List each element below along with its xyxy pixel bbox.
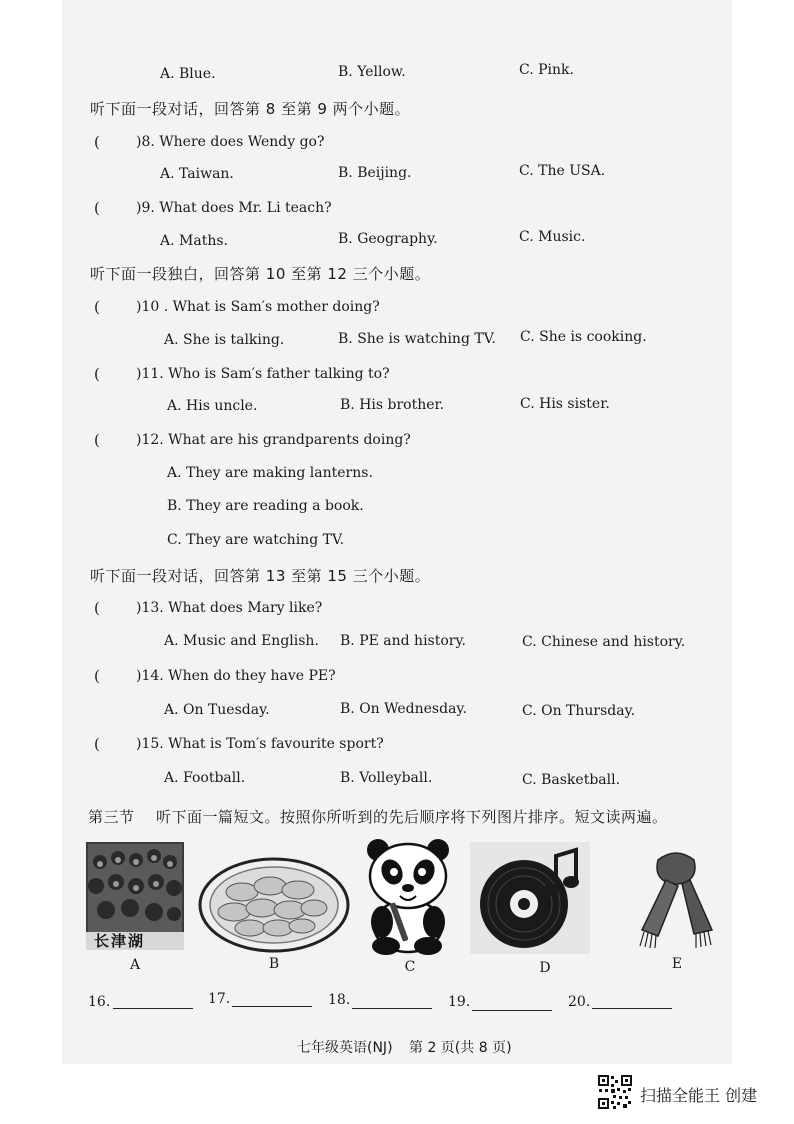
q8-answer-paren: ( [94,133,100,151]
q11-option-c: C. His sister. [520,396,610,412]
q9-answer-paren: ( [94,199,100,217]
q8-stem: )8. Where does Wendy go? [136,134,325,150]
q10-option-a: A. She is talking. [164,332,285,348]
q15-option-c: C. Basketball. [522,772,621,788]
q14-stem: )14. When do they have PE? [136,668,336,684]
footer-page-number: 第 2 页(共 8 页) [409,1040,512,1056]
blank-17-line[interactable] [232,1006,312,1007]
q10-stem: )10 . What is Sam′s mother doing? [136,299,380,315]
blank-20-line[interactable] [592,1008,672,1009]
q14-answer-paren: ( [94,667,100,685]
q11-answer-paren: ( [94,365,100,383]
film-poster-title: 长津湖 [94,932,146,950]
q9-stem: )9. What does Mr. Li teach? [136,200,332,216]
q8-option-b: B. Beijing. [338,165,412,181]
section-heading-13-15: 听下面一段对话，回答第 13 至第 15 三个小题。 [90,567,431,585]
blank-19-line[interactable] [472,1010,552,1011]
q11-option-b: B. His brother. [340,397,445,413]
q14-option-b: B. On Wednesday. [340,701,467,717]
scanner-watermark-text: 扫描全能王 创建 [640,1086,758,1105]
q8-option-a: A. Taiwan. [160,166,234,182]
blank-17-number: 17. [208,991,231,1007]
section-heading-8-9: 听下面一段对话，回答第 8 至第 9 两个小题。 [90,100,411,118]
qr-code-icon [597,1074,633,1110]
q15-option-a: A. Football. [164,770,246,786]
blank-18-line[interactable] [352,1008,432,1009]
q12-option-c: C. They are watching TV. [167,532,345,548]
q13-stem: )13. What does Mary like? [136,600,323,616]
blank-18-number: 18. [328,992,351,1008]
q13-option-a: A. Music and English. [164,633,319,649]
q12-option-a: A. They are making lanterns. [167,465,373,481]
q9-option-a: A. Maths. [160,233,228,249]
picture-label-a: A [129,957,141,973]
q10-answer-paren: ( [94,298,100,316]
q11-option-a: A. His uncle. [167,398,258,414]
section-heading-10-12: 听下面一段独白，回答第 10 至第 12 三个小题。 [90,265,431,283]
q13-option-c: C. Chinese and history. [522,634,686,650]
scarf-icon [628,846,724,950]
q14-option-a: A. On Tuesday. [164,702,270,718]
q9-option-b: B. Geography. [338,231,438,247]
music-record-icon [470,842,590,954]
picture-label-c: C [404,959,416,975]
footer-subject: 七年级英语(NJ) [297,1040,393,1056]
q10-option-c: C. She is cooking. [520,329,647,345]
q13-answer-paren: ( [94,599,100,617]
q15-option-b: B. Volleyball. [340,770,433,786]
q7-option-a: A. Blue. [160,66,216,82]
picture-label-d: D [539,960,551,976]
dumplings-icon [198,856,350,954]
q15-stem: )15. What is Tom′s favourite sport? [136,736,384,752]
picture-label-e: E [671,956,683,972]
q15-answer-paren: ( [94,735,100,753]
q9-option-c: C. Music. [519,229,586,245]
blank-19-number: 19. [448,994,471,1010]
panda-icon [350,838,460,956]
q7-option-b: B. Yellow. [338,64,406,80]
blank-16-line[interactable] [113,1008,193,1009]
blank-20-number: 20. [568,994,591,1010]
section-3-title: 第三节 [88,808,135,826]
film-poster-icon [86,842,184,950]
section-3-instruction: 听下面一篇短文。按照你所听到的先后顺序将下列图片排序。短文读两遍。 [156,808,668,826]
q11-stem: )11. Who is Sam′s father talking to? [136,366,390,382]
q8-option-c: C. The USA. [519,163,606,179]
q14-option-c: C. On Thursday. [522,703,636,719]
q10-option-b: B. She is watching TV. [338,331,496,347]
picture-label-b: B [268,956,280,972]
q7-option-c: C. Pink. [519,62,574,78]
q13-option-b: B. PE and history. [340,633,466,649]
q12-option-b: B. They are reading a book. [167,498,364,514]
blank-16-number: 16. [88,994,111,1010]
q12-stem: )12. What are his grandparents doing? [136,432,411,448]
q12-answer-paren: ( [94,431,100,449]
